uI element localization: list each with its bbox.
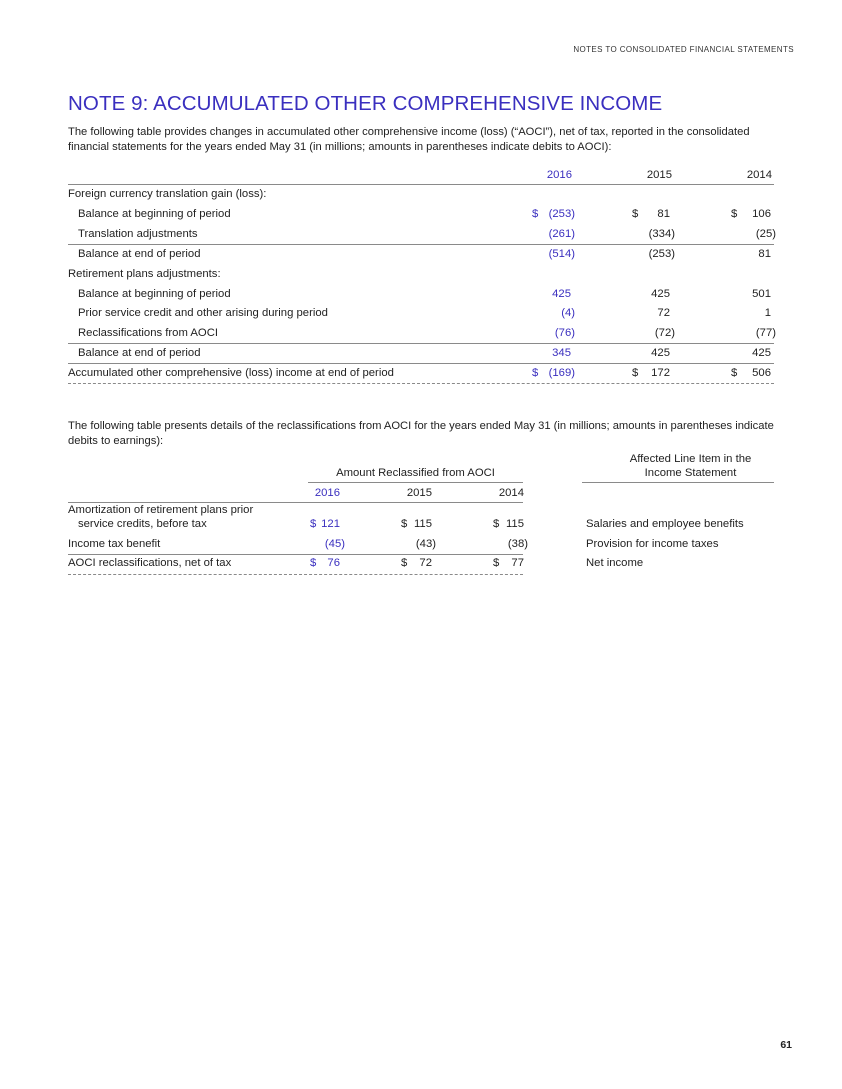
row-label-total: Accumulated other comprehensive (loss) income at end of period [68,367,394,379]
running-header: NOTES TO CONSOLIDATED FINANCIAL STATEMENTS [573,45,794,54]
value-2015: 72 [419,557,432,569]
value-2014: 506 [752,367,771,379]
value-2015: 72 [657,307,670,319]
value-2014: 1 [764,307,771,319]
value-2015: 81 [657,208,670,220]
row-label: Income tax benefit [68,538,161,550]
row-label-total: AOCI reclassifications, net of tax [68,557,232,569]
dollar-sign: $ [493,557,500,569]
row-label: Balance at end of period [78,347,201,359]
value-2015: 425 [651,347,670,359]
value-2014: (77) [755,327,776,339]
row-label-continued: service credits, before tax [78,518,207,530]
value-2016: (514) [548,248,575,260]
value-2015: (253) [648,248,675,260]
value-2015: (43) [415,538,436,550]
note-title: NOTE 9: ACCUMULATED OTHER COMPREHENSIVE INCOME [68,92,663,115]
value-2016: 121 [321,518,340,530]
dollar-sign: $ [401,557,408,569]
row-label: Balance at beginning of period [78,288,231,300]
year-header-2014: 2014 [498,487,524,499]
total-rule [68,383,774,384]
row-label: Balance at beginning of period [78,208,231,220]
dollar-sign: $ [532,208,539,220]
row-label: Prior service credit and other arising during period [78,307,328,319]
value-2014: 501 [752,288,771,300]
subtotal-rule [68,244,774,245]
year-header-2014: 2014 [746,169,772,181]
value-2015: 115 [413,518,432,530]
section-label-foreign-currency: Foreign currency translation gain (loss): [68,188,267,200]
section-label-retirement: Retirement plans adjustments: [68,268,221,280]
year-header-2016: 2016 [314,487,340,499]
row-label: Reclassifications from AOCI [78,327,218,339]
value-2016: 345 [552,347,571,359]
affected-line-item: Net income [586,557,644,569]
year-header-2015: 2015 [646,169,672,181]
subtotal-rule [68,554,523,555]
value-2016: 425 [552,288,571,300]
value-2016: 76 [327,557,340,569]
subtotal-rule [68,343,774,344]
dollar-sign: $ [632,208,639,220]
dollar-sign: $ [493,518,500,530]
dollar-sign: $ [731,208,738,220]
amount-header-rule [308,482,523,483]
affected-header-line1: Affected Line Item in the [629,453,752,465]
page-number: 61 [780,1039,792,1051]
row-label: Translation adjustments [78,228,198,240]
dollar-sign: $ [532,367,539,379]
dollar-sign: $ [310,557,317,569]
value-2016: (261) [548,228,575,240]
subtotal-rule [68,363,774,364]
affected-line-item: Provision for income taxes [586,538,719,550]
value-2014: 77 [511,557,524,569]
dollar-sign: $ [401,518,408,530]
value-2016: (45) [324,538,345,550]
intro-paragraph-2: The following table presents details of the reclassifications from AOCI for the years ended May 31 (in millions; amounts in parentheses indicate debits to earnings): [68,420,774,447]
affected-header-rule [582,482,774,483]
header-rule [68,502,523,503]
value-2015: 425 [651,288,670,300]
value-2016: (169) [548,367,575,379]
affected-header-line2: Income Statement [644,467,737,479]
value-2015: 172 [651,367,670,379]
value-2014: (25) [755,228,776,240]
value-2014: 106 [752,208,771,220]
value-2014: (38) [507,538,528,550]
row-label: Amortization of retirement plans prior [68,504,254,516]
dollar-sign: $ [310,518,317,530]
total-rule [68,574,523,575]
value-2016: (4) [561,307,575,319]
value-2015: (334) [648,228,675,240]
year-header-2016: 2016 [546,169,572,181]
amount-header: Amount Reclassified from AOCI [336,467,495,479]
value-2016: (253) [548,208,575,220]
intro-paragraph-1: The following table provides changes in accumulated other comprehensive income (loss) (“AOCI”), net of tax, reported in the consolidated financial statements for the years ended May 31 (in millions; amounts in parentheses indicate debits to AOCI): [68,126,750,153]
value-2014: 425 [752,347,771,359]
dollar-sign: $ [731,367,738,379]
year-header-2015: 2015 [406,487,432,499]
value-2014: 81 [758,248,771,260]
header-rule [68,184,774,185]
value-2014: 115 [505,518,524,530]
value-2016: (76) [554,327,575,339]
dollar-sign: $ [632,367,639,379]
row-label: Balance at end of period [78,248,201,260]
affected-line-item: Salaries and employee benefits [586,518,744,530]
value-2015: (72) [654,327,675,339]
